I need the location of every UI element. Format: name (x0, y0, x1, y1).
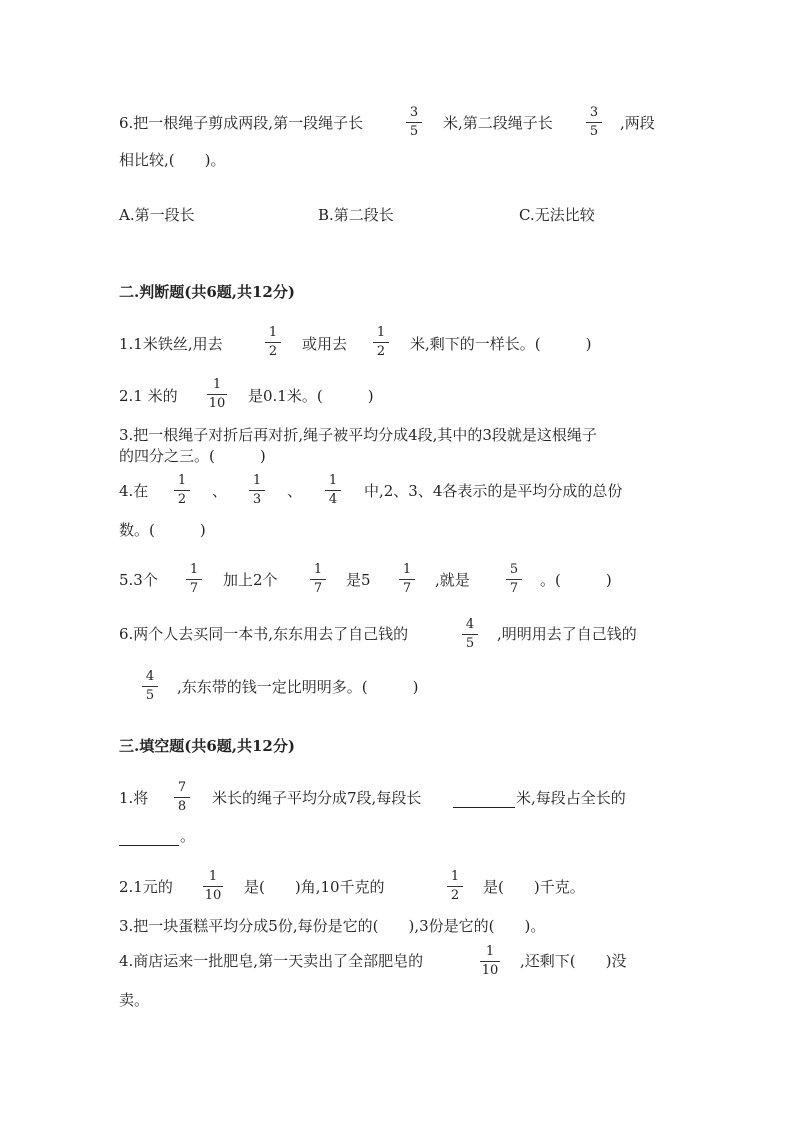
fraction-1-2 (171, 474, 193, 507)
fill-q2-text-2: 是( )角,10千克的 (244, 878, 385, 896)
separator: 、 (212, 482, 228, 500)
judge-q6-text-1: 6.两个人去买同一本书,东东用去了自己钱的 (119, 625, 409, 643)
fraction-1-2 (370, 326, 392, 359)
fraction-bar (480, 961, 500, 962)
fraction-4-5 (139, 670, 161, 703)
option-a: A.第一段长 (119, 206, 195, 224)
option-c: C.无法比较 (519, 206, 595, 224)
judge-q4-text-1: 4.在 (119, 482, 149, 500)
judge-q5-text-2: 加上2个 (223, 571, 278, 589)
fraction-1-4 (322, 474, 344, 507)
numerator: 1 (252, 473, 262, 488)
denominator: 10 (208, 396, 226, 411)
numerator: 1 (485, 944, 495, 959)
fraction-bar (506, 579, 522, 580)
q6-text-1: 6.把一根绳子剪成两段,第一段绳子长 (119, 114, 364, 132)
numerator: 3 (589, 105, 599, 120)
fraction-bar (399, 579, 415, 580)
separator: 、 (287, 482, 303, 500)
fraction-bar (207, 394, 227, 395)
denominator: 7 (402, 581, 412, 596)
fraction-bar (406, 122, 422, 123)
numerator: 1 (268, 325, 278, 340)
fraction-bar (249, 490, 265, 491)
judge-q1-text-3: 米,剩下的一样长。( ) (410, 335, 592, 353)
fraction-bar (462, 634, 478, 635)
numerator: 1 (212, 377, 222, 392)
fill-q1-text-1: 1.将 (119, 789, 149, 807)
numerator: 7 (177, 780, 187, 795)
fraction-1-3 (246, 474, 268, 507)
section-title-fill-blank: 三.填空题(共6题,共12分) (119, 737, 295, 755)
judge-q4-line-2: 数。( ) (119, 521, 206, 539)
fraction-bar (174, 490, 190, 491)
fill-q4-line-2: 卖。 (119, 991, 150, 1009)
fraction-bar (373, 342, 389, 343)
fraction-3-5 (403, 106, 425, 139)
numerator: 1 (402, 562, 412, 577)
judge-q6-text-2: ,明明用去了自己钱的 (497, 625, 637, 643)
fraction-5-7 (503, 563, 525, 596)
fill-q2-text-3: 是( )千克。 (483, 878, 585, 896)
fraction-bar (203, 886, 223, 887)
judge-q4-text-2: 中,2、3、4各表示的是平均分成的总份 (364, 482, 623, 500)
judge-q3-line-1: 3.把一根绳子对折后再对折,绳子被平均分成4段,其中的3段就是这根绳子 (119, 426, 597, 444)
fill-q1-text-4: 。 (180, 827, 196, 845)
numerator: 4 (145, 669, 155, 684)
numerator: 3 (409, 105, 419, 120)
judge-q6-text-3: ,东东带的钱一定比明明多。( ) (177, 678, 419, 696)
denominator: 2 (268, 344, 278, 359)
fraction-1-10 (200, 870, 226, 903)
fraction-bar (586, 122, 602, 123)
denominator: 5 (145, 688, 155, 703)
numerator: 1 (328, 473, 338, 488)
denominator: 5 (409, 124, 419, 139)
denominator: 7 (189, 581, 199, 596)
denominator: 2 (177, 492, 187, 507)
judge-q1-text-2: 或用去 (302, 335, 348, 353)
section-title-judgment: 二.判断题(共6题,共12分) (119, 283, 295, 301)
denominator: 2 (376, 344, 386, 359)
fill-q4-text-1: 4.商店运来一批肥皂,第一天卖出了全部肥皂的 (119, 952, 424, 970)
fill-q1-text-3: 米,每段占全长的 (516, 789, 626, 807)
fill-q3-text: 3.把一块蛋糕平均分成5份,每份是它的( ),3份是它的( )。 (119, 917, 546, 935)
fraction-1-2 (444, 870, 466, 903)
fraction-3-5 (583, 106, 605, 139)
numerator: 1 (189, 562, 199, 577)
fraction-bar (310, 579, 326, 580)
numerator: 1 (208, 869, 218, 884)
denominator: 5 (465, 636, 475, 651)
fraction-bar (174, 797, 190, 798)
q6-text-3: ,两段 (620, 114, 655, 132)
denominator: 7 (509, 581, 519, 596)
judge-q5-text-4: ,就是 (435, 571, 470, 589)
numerator: 5 (509, 562, 519, 577)
judge-q3-line-2: 的四分之三。( ) (119, 447, 266, 465)
judge-q2-text-2: 是0.1米。( ) (248, 387, 374, 405)
judge-q2-text-1: 2.1 米的 (119, 387, 178, 405)
fraction-bar (447, 886, 463, 887)
fraction-1-10 (477, 945, 503, 978)
denominator: 5 (589, 124, 599, 139)
numerator: 1 (177, 473, 187, 488)
fraction-bar (325, 490, 341, 491)
judge-q5-text-1: 5.3个 (119, 571, 158, 589)
numerator: 1 (450, 869, 460, 884)
denominator: 10 (481, 963, 499, 978)
answer-blank[interactable] (453, 788, 515, 808)
fraction-1-7 (396, 563, 418, 596)
fill-q1-text-2: 米长的绳子平均分成7段,每段长 (212, 789, 422, 807)
fill-q4-text-2: ,还剩下( )没 (520, 952, 627, 970)
denominator: 4 (328, 492, 338, 507)
fraction-1-7 (183, 563, 205, 596)
fraction-4-5 (459, 618, 481, 651)
answer-blank[interactable] (119, 826, 179, 846)
denominator: 8 (177, 799, 187, 814)
fraction-bar (142, 686, 158, 687)
denominator: 7 (313, 581, 323, 596)
numerator: 4 (465, 617, 475, 632)
numerator: 1 (313, 562, 323, 577)
fraction-7-8 (171, 781, 193, 814)
judge-q5-text-3: 是5 (346, 571, 371, 589)
judge-q1-text-1: 1.1米铁丝,用去 (119, 335, 223, 353)
denominator: 2 (450, 888, 460, 903)
fraction-bar (186, 579, 202, 580)
fraction-1-2 (262, 326, 284, 359)
denominator: 3 (252, 492, 262, 507)
denominator: 10 (204, 888, 222, 903)
numerator: 1 (376, 325, 386, 340)
q6-text-4: 相比较,( )。 (119, 151, 226, 169)
judge-q5-text-5: 。( ) (540, 571, 612, 589)
fraction-1-10 (204, 378, 230, 411)
fraction-1-7 (307, 563, 329, 596)
fraction-bar (265, 342, 281, 343)
option-b: B.第二段长 (318, 206, 394, 224)
q6-text-2: 米,第二段绳子长 (443, 114, 553, 132)
fill-q2-text-1: 2.1元的 (119, 878, 173, 896)
